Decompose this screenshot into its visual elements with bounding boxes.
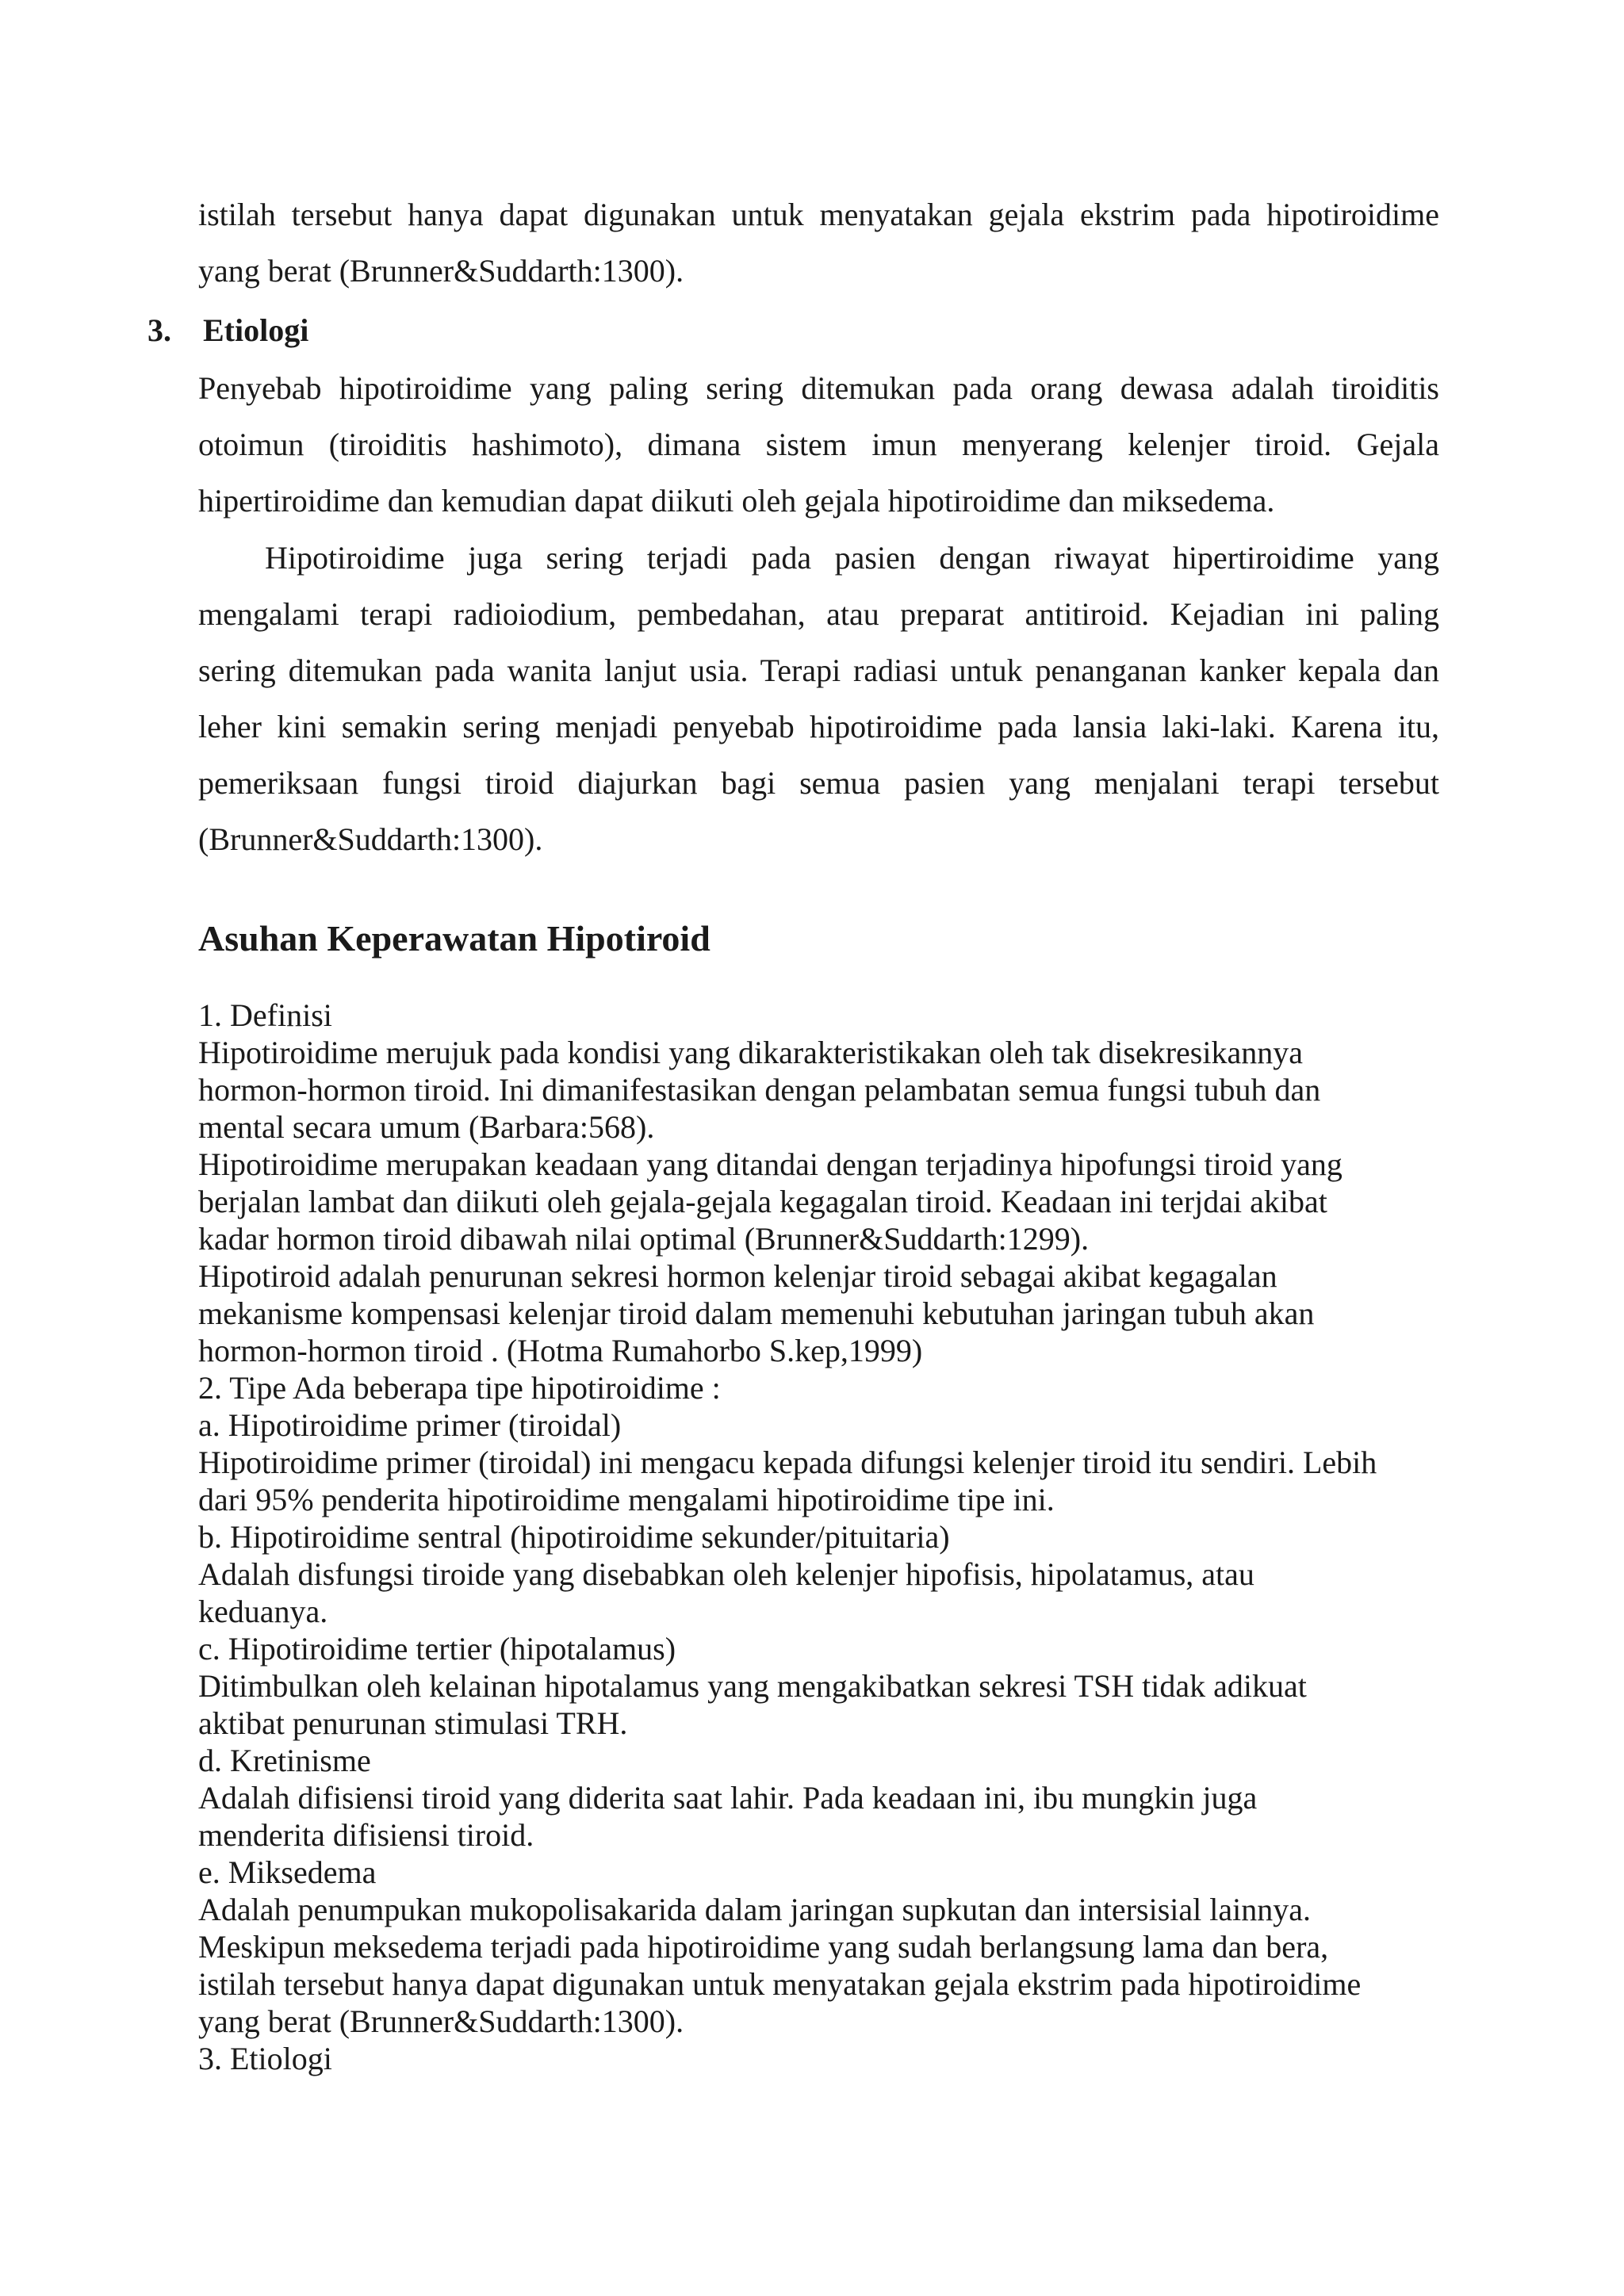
body-line: yang berat (Brunner&Suddarth:1300). xyxy=(198,253,684,289)
text-line: e. Miksedema xyxy=(198,1854,377,1890)
text-line: aktibat penurunan stimulasi TRH. xyxy=(198,1705,628,1741)
body-line: istilah tersebut hanya dapat digunakan untuk menyatakan gejala ekstrim pada hipotiroidime xyxy=(198,197,1439,232)
text-line: b. Hipotiroidime sentral (hipotiroidime sekunder/pituitaria) xyxy=(198,1519,950,1555)
text-line: menderita difisiensi tiroid. xyxy=(198,1817,534,1853)
text-line: Adalah disfungsi tiroide yang disebabkan oleh kelenjer hipofisis, hipolatamus, atau xyxy=(198,1556,1254,1592)
text-line: berjalan lambat dan diikuti oleh gejala-gejala kegagalan tiroid. Keadaan ini terjdai akibat xyxy=(198,1184,1327,1219)
text-line: 1. Definisi xyxy=(198,997,332,1033)
text-line: 3. Etiologi xyxy=(198,2041,332,2076)
text-line: hormon-hormon tiroid . (Hotma Rumahorbo S.kep,1999) xyxy=(198,1333,923,1368)
body-line: (Brunner&Suddarth:1300). xyxy=(198,821,543,857)
body-line: otoimun (tiroiditis hashimoto), dimana sistem imun menyerang kelenjer tiroid. Gejala xyxy=(198,427,1439,462)
text-line: keduanya. xyxy=(198,1594,328,1629)
text-line: kadar hormon tiroid dibawah nilai optimal (Brunner&Suddarth:1299). xyxy=(198,1221,1090,1257)
text-line: Adalah penumpukan mukopolisakarida dalam jaringan supkutan dan intersisial lainnya. xyxy=(198,1892,1311,1927)
body-line: pemeriksaan fungsi tiroid diajurkan bagi semua pasien yang menjalani terapi tersebut xyxy=(198,765,1439,801)
section-number: 3. xyxy=(147,312,171,348)
body-line: hipertiroidime dan kemudian dapat diikuti oleh gejala hipotiroidime dan miksedema. xyxy=(198,483,1275,519)
page-heading: Asuhan Keperawatan Hipotiroid xyxy=(198,918,710,959)
text-line: dari 95% penderita hipotiroidime mengalami hipotiroidime tipe ini. xyxy=(198,1482,1055,1517)
text-line: Meskipun meksedema terjadi pada hipotiroidime yang sudah berlangsung lama dan bera, xyxy=(198,1929,1329,1965)
text-line: a. Hipotiroidime primer (tiroidal) xyxy=(198,1407,622,1443)
text-line: d. Kretinisme xyxy=(198,1743,371,1778)
body-line: Penyebab hipotiroidime yang paling sering ditemukan pada orang dewasa adalah tiroiditis xyxy=(198,370,1439,406)
text-line: mekanisme kompensasi kelenjar tiroid dalam memenuhi kebutuhan jaringan tubuh akan xyxy=(198,1295,1315,1331)
text-line: Adalah difisiensi tiroid yang diderita saat lahir. Pada keadaan ini, ibu mungkin juga xyxy=(198,1780,1258,1816)
section-title: Etiologi xyxy=(203,312,309,348)
text-line: mental secara umum (Barbara:568). xyxy=(198,1109,655,1145)
body-line: Hipotiroidime juga sering terjadi pada pasien dengan riwayat hipertiroidime yang xyxy=(265,540,1439,576)
text-line: Hipotiroidime merupakan keadaan yang ditandai dengan terjadinya hipofungsi tiroid yang xyxy=(198,1146,1342,1182)
text-line: Ditimbulkan oleh kelainan hipotalamus yang mengakibatkan sekresi TSH tidak adikuat xyxy=(198,1668,1307,1704)
text-line: istilah tersebut hanya dapat digunakan untuk menyatakan gejala ekstrim pada hipotiroidime xyxy=(198,1966,1362,2002)
text-line: Hipotiroidime primer (tiroidal) ini mengacu kepada difungsi kelenjer tiroid itu sendiri. Lebih xyxy=(198,1445,1377,1480)
text-line: hormon-hormon tiroid. Ini dimanifestasikan dengan pelambatan semua fungsi tubuh dan xyxy=(198,1072,1321,1108)
text-line: Hipotiroidime merujuk pada kondisi yang dikarakteristikakan oleh tak disekresikannya xyxy=(198,1035,1303,1070)
text-line: c. Hipotiroidime tertier (hipotalamus) xyxy=(198,1631,676,1667)
body-line: sering ditemukan pada wanita lanjut usia. Terapi radiasi untuk penanganan kanker kepala dan xyxy=(198,652,1439,688)
body-line: leher kini semakin sering menjadi penyebab hipotiroidime pada lansia laki-laki. Karena itu, xyxy=(198,709,1439,744)
body-line: mengalami terapi radioiodium, pembedahan, atau preparat antitiroid. Kejadian ini paling xyxy=(198,596,1439,632)
text-line: Hipotiroid adalah penurunan sekresi hormon kelenjar tiroid sebagai akibat kegagalan xyxy=(198,1258,1277,1294)
text-line: 2. Tipe Ada beberapa tipe hipotiroidime : xyxy=(198,1370,721,1406)
text-line: yang berat (Brunner&Suddarth:1300). xyxy=(198,2003,684,2039)
